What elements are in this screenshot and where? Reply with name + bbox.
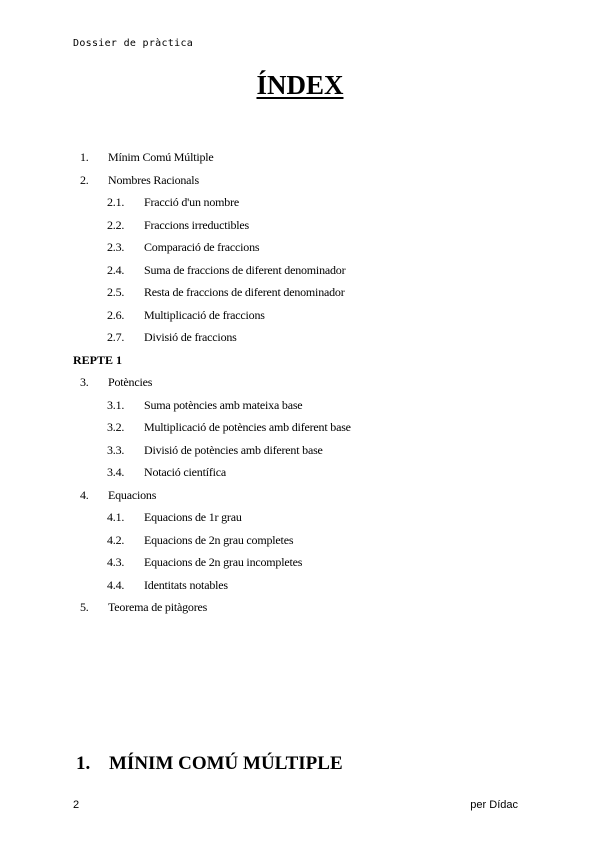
toc-item-label: Teorema de pitàgores [108,600,208,614]
toc-item-number: 4.2. [107,532,125,547]
toc-item-number: 1. [80,150,89,164]
toc-item-label: Suma potències amb mateixa base [144,397,303,412]
toc-item-number: 2.3. [107,240,125,254]
toc-item-label: Divisió de fraccions [144,330,237,344]
toc-item-label: Resta de fraccions de diferent denominador [144,285,345,299]
footer-author: per Dídac [470,799,518,811]
toc-item-label: Identitats notables [144,577,228,592]
toc-item-number: 2.1. [107,195,125,209]
toc-item-number: 4.4. [107,577,125,592]
footer-page-number: 2 [73,799,80,811]
toc-item-number: 2.5. [107,285,125,299]
toc-item-label: Mínim Comú Múltiple [108,150,214,164]
toc-item-number: 4.1. [107,510,125,524]
toc-item-label: Fraccions irreductibles [144,217,250,232]
page-title: ÍNDEX [256,70,344,100]
toc-item-number: 3. [80,375,89,389]
toc-item-label: Equacions de 2n grau incompletes [144,555,303,569]
toc-item-number: 3.1. [107,397,125,412]
toc-item-label: Equacions [108,487,157,502]
running-header: Dossier de pràctica [73,38,194,49]
toc-item-label: Equacions de 1r grau [144,510,242,524]
toc-item-label: Fracció d'un nombre [144,195,240,209]
toc-item-number: 5. [80,600,89,614]
toc-challenge-label: REPTE 1 [73,352,123,367]
toc-item-label: Suma de fraccions de diferent denominador [144,262,346,277]
toc-item-label: Multiplicació de potències amb diferent base [144,420,351,434]
toc-item-number: 2.4. [107,262,125,277]
toc-item-label: Nombres Racionals [108,172,199,187]
toc-item-label: Equacions de 2n grau completes [144,532,294,547]
toc-item-number: 2.7. [107,330,125,344]
toc-item-number: 4. [80,487,89,502]
toc-item-label: Divisió de potències amb diferent base [144,442,323,457]
toc-item-number: 3.4. [107,465,125,479]
toc-item-number: 2.2. [107,217,125,232]
toc-item-label: Notació científica [144,465,227,479]
toc-item-number: 3.2. [107,420,125,434]
section-heading [76,753,343,775]
toc-item-number: 3.3. [107,442,125,457]
toc-item-number: 2. [80,172,89,187]
toc-item-label: Multiplicació de fraccions [144,307,265,322]
toc-item-number: 2.6. [107,307,125,322]
toc-item-label: Comparació de fraccions [144,240,260,254]
toc-item-number: 4.3. [107,555,125,569]
section-title: MÍNIM COMÚ MÚLTIPLE [109,753,343,774]
toc-item-label: Potències [108,375,153,389]
section-number: 1. [76,753,91,774]
